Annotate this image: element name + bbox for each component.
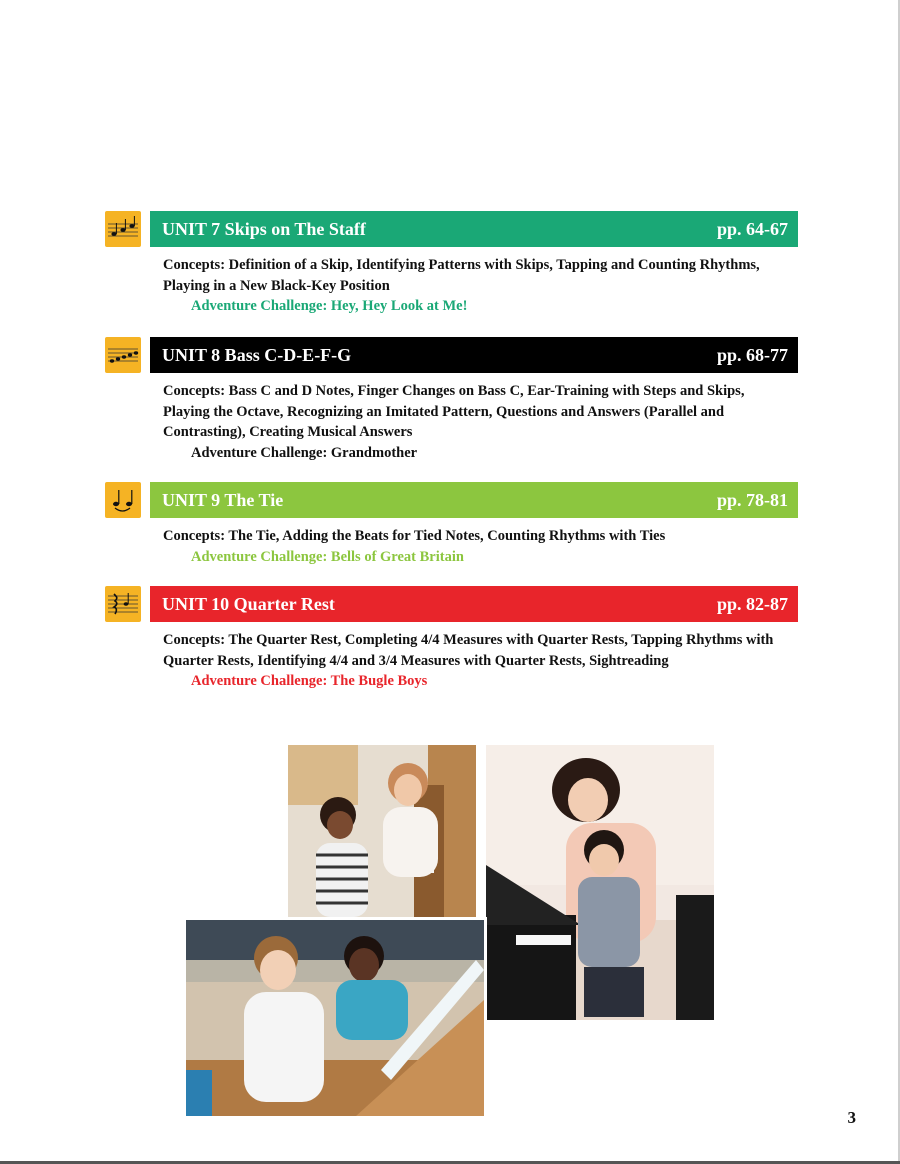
unit-10-title: UNIT 10 Quarter Rest (162, 593, 335, 614)
unit-10-section (105, 586, 795, 716)
unit-8-section (105, 337, 795, 467)
unit-10-header (150, 586, 798, 622)
unit-7-header (150, 211, 798, 247)
unit-9-title: UNIT 9 The Tie (162, 489, 284, 510)
unit-9-concepts: Concepts: The Tie, Adding the Beats for Tied Notes, Counting Rhythms with Ties (163, 528, 666, 544)
quarter-rest-icon (105, 586, 141, 622)
unit-8-header (150, 337, 798, 373)
unit-10-concepts: Concepts: The Quarter Rest, Completing 4/4 Measures with Quarter Rests, Tapping Rhythms with Quarter Rests, Identifying 4/4 and 3/4 Measures with Quarter Rests, Sightreading (163, 632, 774, 669)
unit-8-concepts: Concepts: Bass C and D Notes, Finger Changes on Bass C, Ear-Training with Steps and Skips, Playing the Octave, Recognizing an Imitated Pattern, Questions and Answers (Parallel and Contrasting), Creating Musical Answers (163, 383, 745, 440)
photo-teacher-boy-grand-piano (486, 745, 714, 1020)
unit-9-pages: pp. 78-81 (716, 489, 788, 510)
unit-7-pages: pp. 64-67 (716, 218, 788, 239)
unit-10-description (163, 630, 788, 692)
unit-9-section (105, 482, 795, 572)
unit-8-description (163, 381, 788, 463)
photo-teacher-girl-upright-piano (288, 745, 476, 917)
unit-9-challenge: Adventure Challenge: Bells of Great Britain (191, 548, 464, 565)
unit-7-concepts: Concepts: Definition of a Skip, Identifying Patterns with Skips, Tapping and Counting Rhythms, Playing in a New Black-Key Position (163, 257, 760, 294)
photo-teacher-boy-classroom-piano (186, 917, 487, 1116)
unit-7-description (163, 255, 788, 317)
page-number: 3 (847, 1108, 856, 1127)
unit-9-header (150, 482, 798, 518)
unit-7-challenge: Adventure Challenge: Hey, Hey Look at Me! (191, 298, 468, 314)
notes-on-staff-icon (105, 211, 141, 247)
unit-9-description (163, 526, 788, 567)
tied-notes-icon (105, 482, 141, 518)
photo-collage (186, 745, 714, 1113)
unit-10-challenge: Adventure Challenge: The Bugle Boys (191, 673, 428, 689)
unit-7-title: UNIT 7 Skips on The Staff (162, 218, 366, 239)
unit-7-section (105, 211, 795, 321)
bass-notes-icon (105, 337, 141, 373)
unit-8-pages: pp. 68-77 (716, 344, 788, 365)
unit-8-title: UNIT 8 Bass C-D-E-F-G (162, 344, 352, 365)
unit-8-challenge: Adventure Challenge: Grandmother (191, 444, 418, 461)
unit-10-pages: pp. 82-87 (716, 593, 788, 614)
